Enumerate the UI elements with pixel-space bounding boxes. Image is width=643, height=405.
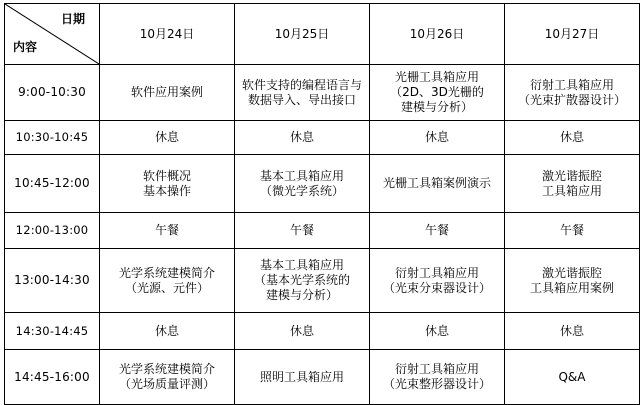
session-cell: 光学系统建模简介 （光场质量评测）	[100, 350, 235, 405]
break-cell: 休息	[505, 313, 640, 350]
corner-header-cell	[5, 4, 100, 65]
break-cell: 休息	[100, 121, 235, 155]
date-header: 10月24日	[100, 4, 235, 65]
session-cell: 软件概况 基本操作	[100, 155, 235, 213]
session-cell: 软件应用案例	[100, 65, 235, 121]
break-cell: 休息	[100, 313, 235, 350]
session-cell: 基本工具箱应用 （微光学系统）	[235, 155, 370, 213]
session-cell: 光学系统建模简介 （光源、元件）	[100, 249, 235, 313]
time-slot: 9:00-10:30	[5, 65, 100, 121]
session-cell: 衍射工具箱应用 （光束扩散器设计）	[505, 65, 640, 121]
break-cell: 午餐	[370, 213, 505, 249]
break-row	[5, 121, 640, 155]
time-slot: 10:30-10:45	[5, 121, 100, 155]
schedule-row	[5, 350, 640, 405]
schedule-table	[4, 3, 640, 405]
schedule-row	[5, 65, 640, 121]
break-cell: 休息	[505, 121, 640, 155]
break-cell: 休息	[370, 121, 505, 155]
time-slot: 14:30-14:45	[5, 313, 100, 350]
session-cell: 激光谐振腔 工具箱应用案例	[505, 249, 640, 313]
break-cell: 休息	[370, 313, 505, 350]
date-header: 10月26日	[370, 4, 505, 65]
time-slot: 10:45-12:00	[5, 155, 100, 213]
session-cell: Q&A	[505, 350, 640, 405]
session-cell: 软件支持的编程语言与 数据导入、导出接口	[235, 65, 370, 121]
session-cell: 光栅工具箱应用 （2D、3D光栅的 建模与分析）	[370, 65, 505, 121]
session-cell: 光栅工具箱案例演示	[370, 155, 505, 213]
break-cell: 休息	[235, 313, 370, 350]
break-row	[5, 213, 640, 249]
break-cell: 休息	[235, 121, 370, 155]
header-row	[5, 4, 640, 65]
session-cell: 衍射工具箱应用 （光束分束器设计）	[370, 249, 505, 313]
time-slot: 13:00-14:30	[5, 249, 100, 313]
session-cell: 衍射工具箱应用 （光束整形器设计）	[370, 350, 505, 405]
date-header: 10月27日	[505, 4, 640, 65]
date-header: 10月25日	[235, 4, 370, 65]
schedule-row	[5, 249, 640, 313]
session-cell: 照明工具箱应用	[235, 350, 370, 405]
session-cell: 激光谐振腔 工具箱应用	[505, 155, 640, 213]
time-slot: 14:45-16:00	[5, 350, 100, 405]
schedule-row	[5, 155, 640, 213]
break-cell: 午餐	[100, 213, 235, 249]
session-cell: 基本工具箱应用 （基本光学系统的 建模与分析）	[235, 249, 370, 313]
break-row	[5, 313, 640, 350]
break-cell: 午餐	[505, 213, 640, 249]
corner-label-date: 日期	[60, 12, 85, 26]
break-cell: 午餐	[235, 213, 370, 249]
time-slot: 12:00-13:00	[5, 213, 100, 249]
corner-label-content: 内容	[13, 40, 38, 54]
